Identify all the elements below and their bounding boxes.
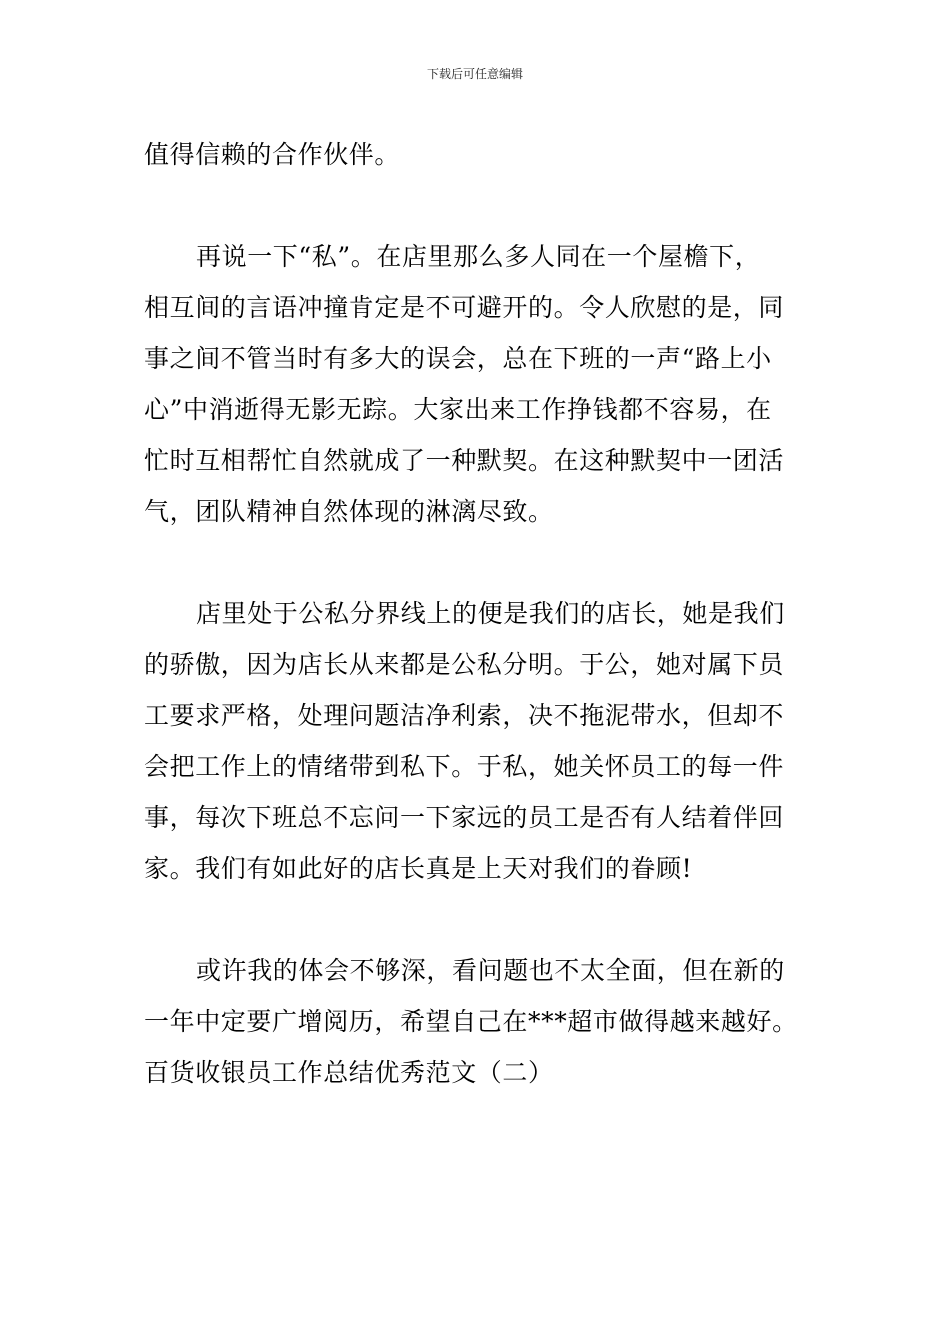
text-line: 家。我们有如此好的店长真是上天对我们的眷顾!	[144, 854, 693, 883]
text-line: 会把工作上的情绪带到私下。于私，她关怀员工的每一件	[144, 752, 785, 781]
paragraph-gap	[144, 537, 810, 588]
text-line: 事之间不管当时有多大的误会，总在下班的一声“路上小	[144, 344, 772, 373]
text-line: 心”中消逝得无影无踪。大家出来工作挣钱都不容易，在	[144, 395, 772, 424]
paragraph-gap	[144, 894, 810, 945]
text-line: 的骄傲，因为店长从来都是公私分明。于公，她对属下员	[144, 650, 785, 679]
paragraph-gap	[144, 180, 810, 231]
text-line: 一年中定要广增阅历，希望自己在***超市做得越来越好。	[144, 1007, 798, 1036]
text-line: 值得信赖的合作伙伴。	[144, 140, 401, 169]
text-line: 工要求严格，处理问题洁净利索，决不拖泥带水，但却不	[144, 701, 785, 730]
section-heading: 百货收银员工作总结优秀范文（二）	[144, 1058, 554, 1087]
text-line: 再说一下“私”。在店里那么多人同在一个屋檐下，	[196, 242, 761, 271]
text-line: 相互间的言语冲撞肯定是不可避开的。令人欣慰的是，同	[144, 293, 785, 322]
page-header-note: 下载后可任意编辑	[426, 67, 523, 81]
text-line: 气，团队精神自然体现的淋漓尽致。	[144, 497, 554, 526]
document-body	[144, 129, 810, 1098]
text-line: 店里处于公私分界线上的便是我们的店长，她是我们	[196, 599, 785, 628]
text-line: 或许我的体会不够深，看问题也不太全面，但在新的	[196, 956, 785, 985]
text-line: 忙时互相帮忙自然就成了一种默契。在这种默契中一团活	[144, 446, 785, 475]
text-line: 事，每次下班总不忘问一下家远的员工是否有人结着伴回	[144, 803, 785, 832]
